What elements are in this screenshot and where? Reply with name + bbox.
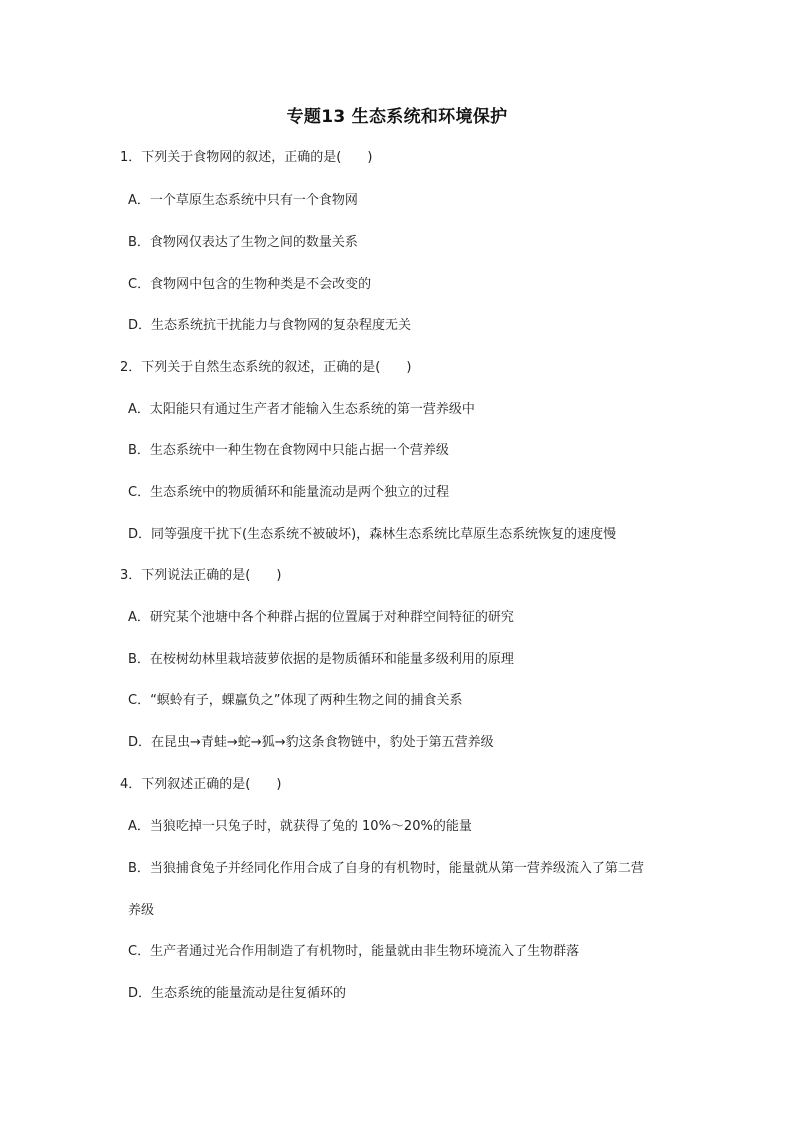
question-4-option-b: B．当狼捕食兔子并经同化作用合成了自身的有机物时，能量就从第一营养级流入了第二营: [128, 861, 644, 876]
question-4-option-d: D．生态系统的能量流动是往复循环的: [128, 986, 347, 1001]
question-3-option-d: D．在昆虫→青蛙→蛇→狐→豹这条食物链中，豹处于第五营养级: [128, 735, 494, 750]
question-3-stem: 3．下列说法正确的是( ): [120, 568, 282, 583]
question-4-option-c: C．生产者通过光合作用制造了有机物时，能量就由非生物环境流入了生物群落: [128, 944, 580, 959]
question-2-stem: 2．下列关于自然生态系统的叙述，正确的是( ): [120, 360, 412, 375]
question-3-option-b: B．在桉树幼林里栽培菠萝依据的是物质循环和能量多级利用的原理: [128, 652, 514, 667]
question-1-option-c: C．食物网中包含的生物种类是不会改变的: [128, 277, 372, 292]
question-2-option-b: B．生态系统中一种生物在食物网中只能占据一个营养级: [128, 443, 449, 458]
question-4-option-b-continuation: 养级: [128, 903, 155, 918]
page-title: 专题13 生态系统和环境保护: [286, 107, 508, 127]
question-1-stem: 1．下列关于食物网的叙述，正确的是( ): [120, 150, 373, 165]
question-4-option-a: A．当狼吃掉一只兔子时，就获得了兔的 10%～20%的能量: [128, 819, 472, 834]
question-1-option-a: A．一个草原生态系统中只有一个食物网: [128, 193, 358, 208]
question-2-option-d: D．同等强度干扰下(生态系统不被破坏)，森林生态系统比草原生态系统恢复的速度慢: [128, 527, 617, 542]
question-2-option-c: C．生态系统中的物质循环和能量流动是两个独立的过程: [128, 485, 450, 500]
question-1-option-d: D．生态系统抗干扰能力与食物网的复杂程度无关: [128, 318, 412, 333]
question-4-stem: 4．下列叙述正确的是( ): [120, 777, 282, 792]
question-3-option-c: C．“螟蛉有子，蜾蠃负之”体现了两种生物之间的捕食关系: [128, 693, 463, 708]
question-2-option-a: A．太阳能只有通过生产者才能输入生态系统的第一营养级中: [128, 402, 475, 417]
question-1-option-b: B．食物网仅表达了生物之间的数量关系: [128, 235, 358, 250]
question-3-option-a: A．研究某个池塘中各个种群占据的位置属于对种群空间特征的研究: [128, 610, 514, 625]
